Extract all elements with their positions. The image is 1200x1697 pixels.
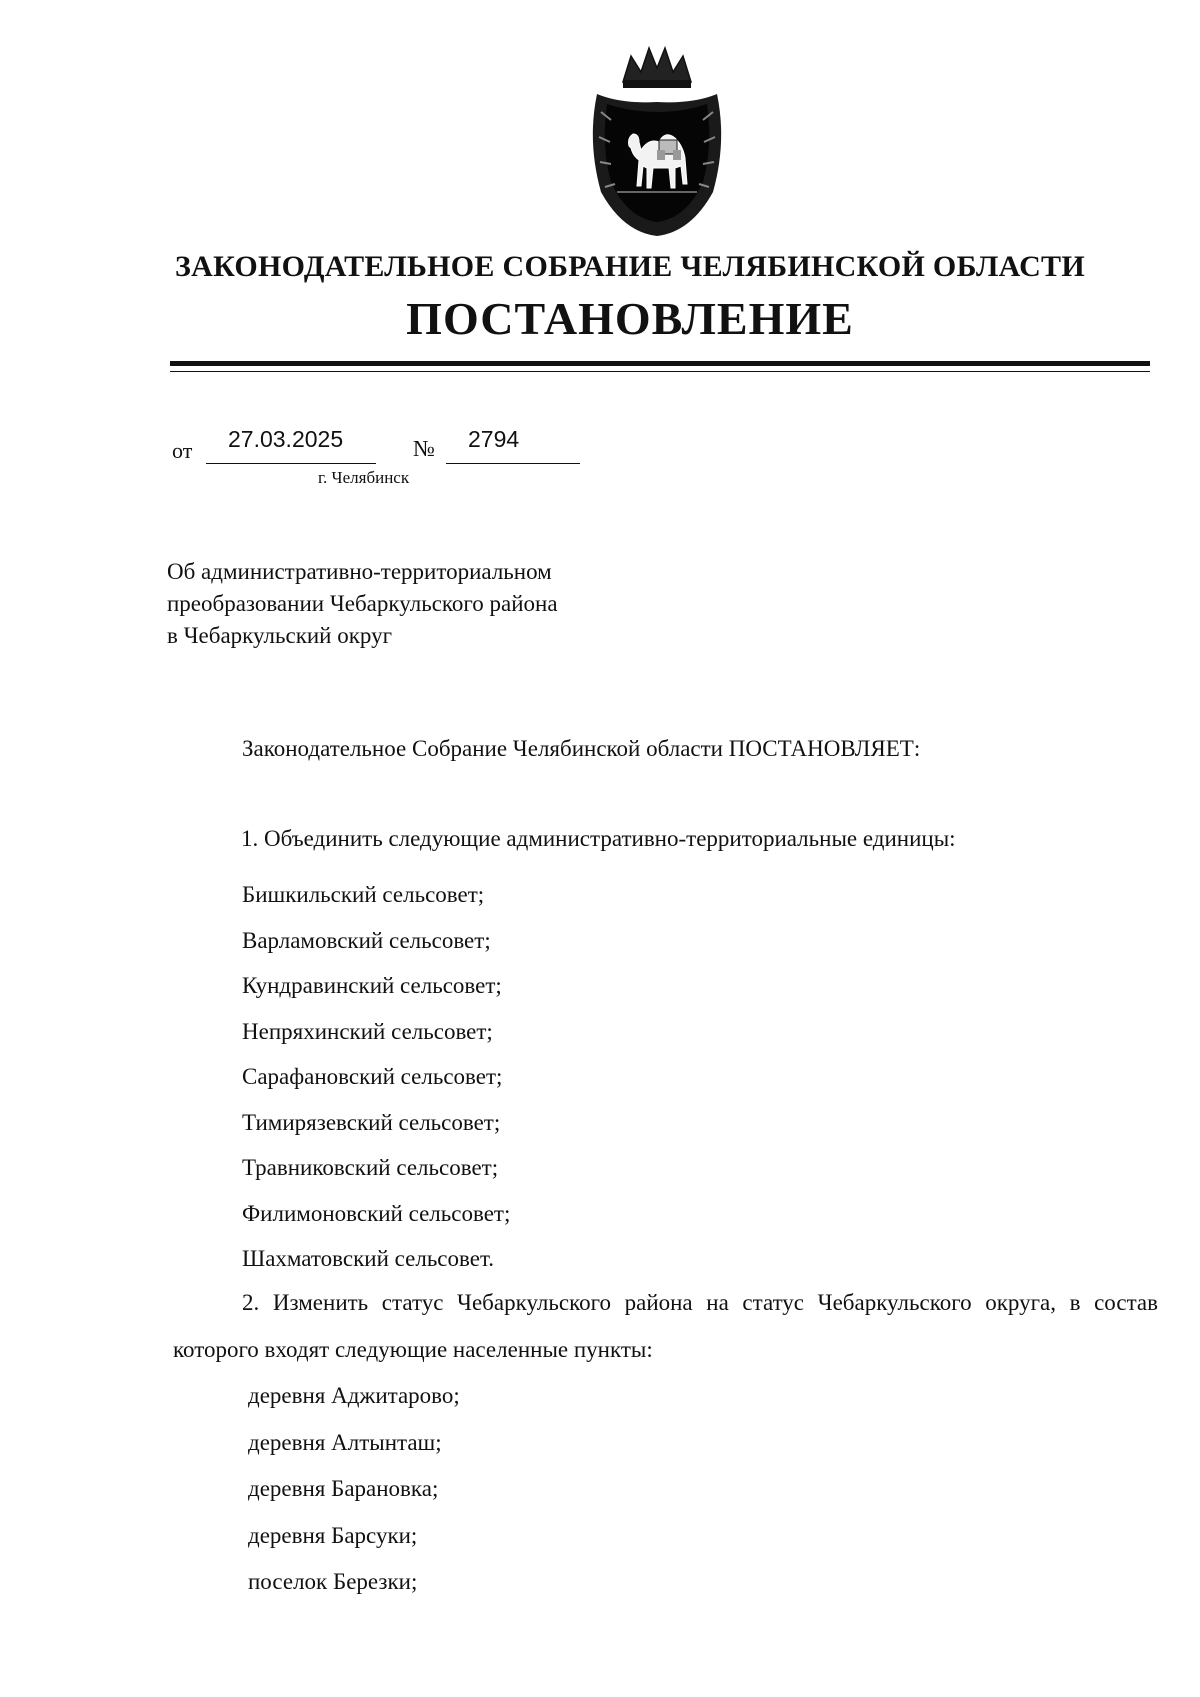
- item-1-text: 1. Объединить следующие административно-территориальные единицы:: [241, 826, 956, 851]
- list-item: деревня Барановка;: [248, 1476, 439, 1501]
- list-item: Филимоновский сельсовет;: [242, 1200, 511, 1226]
- date-underline: [206, 463, 376, 464]
- header-divider-thin: [170, 371, 1150, 372]
- coat-of-arms-emblem: [583, 42, 731, 238]
- city-label: г. Челябинск: [318, 468, 410, 487]
- document-date: 27.03.2025: [228, 426, 344, 452]
- list-item: поселок Березки;: [248, 1569, 418, 1594]
- list-item: Варламовский сельсовет;: [242, 927, 491, 953]
- item-1-list: [242, 872, 510, 1282]
- list-item: Непряхинский сельсовет;: [242, 1018, 493, 1044]
- subject-line: Об административно-территориальном: [167, 559, 552, 584]
- list-item: Кундравинский сельсовет;: [242, 973, 502, 998]
- list-item: Бишкильский сельсовет;: [242, 882, 485, 907]
- number-underline: [446, 463, 580, 464]
- item-2-text: 2. Изменить статус Чебаркульского района на статус Чебаркульского округа, в состав которого входят следующие населенные пункты:: [173, 1290, 1158, 1362]
- preamble-text: Законодательное Собрание Челябинской области ПОСТАНОВЛЯЕТ:: [242, 736, 921, 761]
- number-label: №: [413, 436, 435, 461]
- document-subject: [167, 556, 558, 652]
- list-item: деревня Барсуки;: [248, 1522, 418, 1548]
- subject-line: преобразовании Чебаркульского района: [167, 591, 558, 616]
- list-item: Шахматовский сельсовет.: [242, 1246, 495, 1271]
- list-item: деревня Алтынташ;: [248, 1429, 442, 1455]
- list-item: Травниковский сельсовет;: [242, 1155, 499, 1180]
- list-item: Сарафановский сельсовет;: [242, 1064, 503, 1089]
- organization-title: ЗАКОНОДАТЕЛЬНОЕ СОБРАНИЕ ЧЕЛЯБИНСКОЙ ОБЛАСТИ: [175, 250, 1085, 283]
- document-number: 2794: [468, 426, 520, 452]
- list-item: деревня Аджитарово;: [248, 1383, 460, 1408]
- document-type-title: ПОСТАНОВЛЕНИЕ: [406, 293, 854, 344]
- subject-line: в Чебаркульский округ: [167, 623, 393, 648]
- list-item: Тимирязевский сельсовет;: [242, 1109, 501, 1135]
- date-prefix-label: от: [172, 438, 193, 463]
- item-2-list: [248, 1373, 460, 1606]
- header-divider-thick: [170, 361, 1150, 366]
